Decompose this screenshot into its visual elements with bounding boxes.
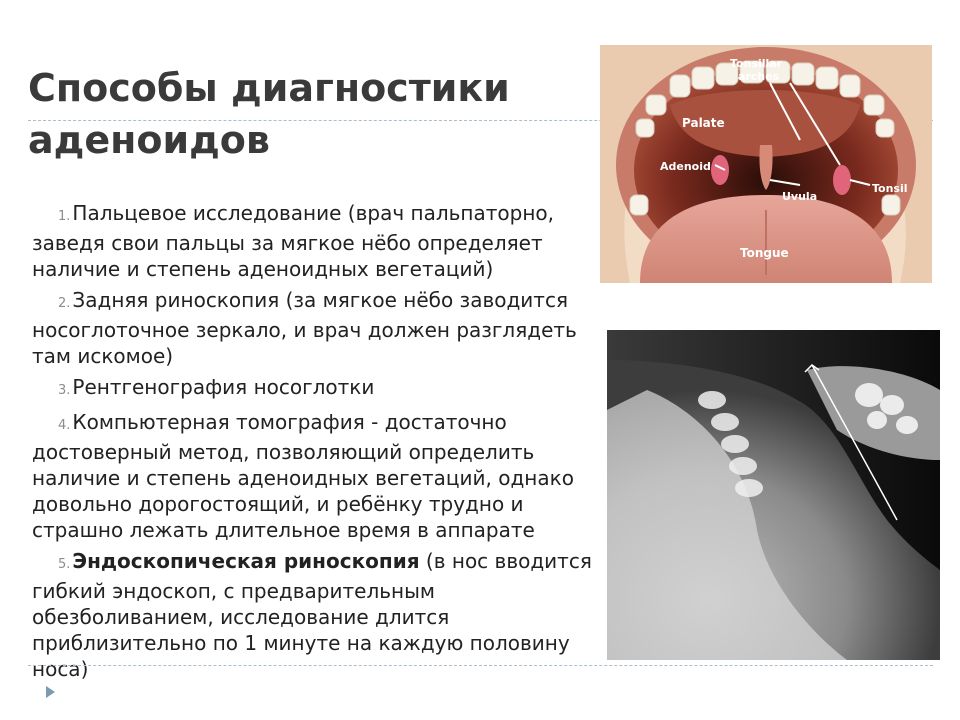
list-item-3 xyxy=(32,374,607,404)
tongue-label: Tongue xyxy=(740,246,789,260)
diagnostic-methods-list xyxy=(32,200,607,687)
slide-title-line-1: Способы диагностики xyxy=(28,66,510,110)
list-item-number: 3. xyxy=(58,383,71,398)
list-item-text: Пальцевое исследование (врач пальпаторно, заведя свои пальцы за мягкое нёбо определяет наличие и степень аденоидных вегетаций) xyxy=(32,201,554,281)
list-item-number: 4. xyxy=(58,418,71,433)
adenoid-label: Adenoid xyxy=(660,160,711,173)
corner-arrow-icon xyxy=(46,686,55,698)
tonsil-label: Tonsil xyxy=(872,182,908,195)
list-item-bold-text: Эндоскопическая риноскопия xyxy=(72,549,420,573)
lateral-neck-xray xyxy=(607,330,940,660)
uvula-label: Uvula xyxy=(782,190,818,203)
list-item-1 xyxy=(32,200,607,282)
list-item-5 xyxy=(32,548,607,682)
list-item-text: Компьютерная томография - достаточно достоверный метод, позволяющий определить наличие и степень аденоидных вегетаций, однако довольно дорогостоящий, и ребёнку трудно и страшно лежать длительное время в аппарате xyxy=(32,410,574,542)
mouth-anatomy-illustration xyxy=(600,45,932,283)
tonsillar-arches-label-2: arches xyxy=(738,70,780,83)
bottom-dashed-divider xyxy=(28,665,933,666)
list-item-text: Задняя риноскопия (за мягкое нёбо заводится носоглоточное зеркало, и врач должен разглядеть там искомое) xyxy=(32,288,577,368)
list-item-2 xyxy=(32,287,607,369)
list-item-number: 2. xyxy=(58,296,71,311)
tonsillar-arches-label-1: Tonsillar xyxy=(730,57,783,70)
palate-label: Palate xyxy=(682,116,725,130)
list-item-text: Рентгенография носоглотки xyxy=(72,375,375,399)
list-item-text: (в нос вводится гибкий эндоскоп, с предварительным обезболиванием, исследование длится приблизительно по 1 минуте на каждую половину носа) xyxy=(32,549,592,681)
slide-title xyxy=(28,62,588,166)
list-item-4 xyxy=(32,409,607,543)
list-item-number: 1. xyxy=(58,209,71,224)
slide-title-line-2: аденоидов xyxy=(28,118,270,162)
list-item-number: 5. xyxy=(58,557,71,572)
